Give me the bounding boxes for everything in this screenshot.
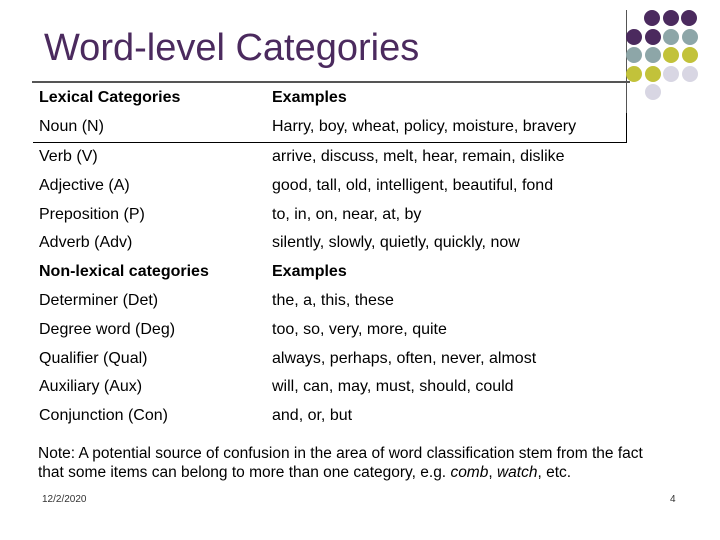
decorative-dot xyxy=(682,29,698,45)
note-example-watch: watch xyxy=(496,464,538,481)
examples-cell: arrive, discuss, melt, hear, remain, dislike xyxy=(272,147,565,165)
examples-cell: too, so, very, more, quite xyxy=(272,320,447,338)
examples-cell: will, can, may, must, should, could xyxy=(272,378,514,396)
decorative-dot xyxy=(682,66,698,82)
note-paragraph xyxy=(38,444,668,482)
table-header-row xyxy=(33,258,627,287)
category-cell: Determiner (Det) xyxy=(39,291,159,309)
header-examples: Examples xyxy=(272,263,347,281)
decorative-dot xyxy=(645,66,661,82)
category-cell: Preposition (P) xyxy=(39,205,145,223)
category-cell: Noun (N) xyxy=(33,113,266,142)
table-row xyxy=(33,229,627,258)
table-row xyxy=(33,315,627,344)
note-text-end: , etc. xyxy=(537,464,572,481)
table-row xyxy=(33,373,627,402)
note-example-comb: comb xyxy=(450,464,489,481)
category-cell: Adverb (Adv) xyxy=(39,234,133,252)
decorative-dot xyxy=(663,66,679,82)
header-nonlexical-categories: Non-lexical categories xyxy=(39,263,209,281)
footer-date: 12/2/2020 xyxy=(42,494,87,505)
decorative-dot xyxy=(645,84,661,100)
header-examples: Examples xyxy=(272,89,347,107)
table-header-row xyxy=(33,84,627,113)
decorative-dot xyxy=(681,10,697,26)
decorative-dot xyxy=(663,10,679,26)
table-row xyxy=(33,171,627,200)
category-cell: Qualifier (Qual) xyxy=(39,349,148,367)
page-number: 4 xyxy=(670,494,676,505)
category-cell: Auxiliary (Aux) xyxy=(39,378,143,396)
category-cell: Verb (V) xyxy=(39,147,98,165)
category-cell: Adjective (A) xyxy=(39,176,130,194)
category-cell: Degree word (Deg) xyxy=(39,320,176,338)
note-separator: , xyxy=(488,464,497,481)
category-cell: Conjunction (Con) xyxy=(39,407,168,425)
header-lexical-categories: Lexical Categories xyxy=(39,89,181,107)
slide-title: Word-level Categories xyxy=(44,27,420,69)
examples-cell: the, a, this, these xyxy=(272,291,394,309)
examples-cell: good, tall, old, intelligent, beautiful, fond xyxy=(272,176,554,194)
title-underline xyxy=(32,81,630,83)
examples-cell: silently, slowly, quietly, quickly, now xyxy=(272,234,520,252)
decorative-dot xyxy=(626,29,642,45)
examples-cell: and, or, but xyxy=(272,407,353,425)
decorative-dot xyxy=(645,47,661,63)
decorative-dot xyxy=(663,47,679,63)
table-row xyxy=(33,344,627,373)
table-row xyxy=(33,287,627,316)
decorative-dot xyxy=(645,29,661,45)
decorative-dot xyxy=(682,47,698,63)
categories-table xyxy=(33,84,627,431)
table-row xyxy=(33,142,627,171)
table-row xyxy=(33,402,627,431)
decorative-dot xyxy=(644,10,660,26)
decorative-dot xyxy=(626,66,642,82)
examples-cell: always, perhaps, often, never, almost xyxy=(272,349,537,367)
decorative-dot xyxy=(663,29,679,45)
examples-cell: to, in, on, near, at, by xyxy=(272,205,422,223)
table-row xyxy=(33,200,627,229)
decorative-dot xyxy=(626,47,642,63)
examples-cell: Harry, boy, wheat, policy, moisture, bravery xyxy=(266,113,627,142)
table-row xyxy=(33,113,627,142)
note-text: Note: A potential source of confusion in the area of word classification stem from the fact that some items can belong to more than one category, e.g. xyxy=(38,445,643,481)
